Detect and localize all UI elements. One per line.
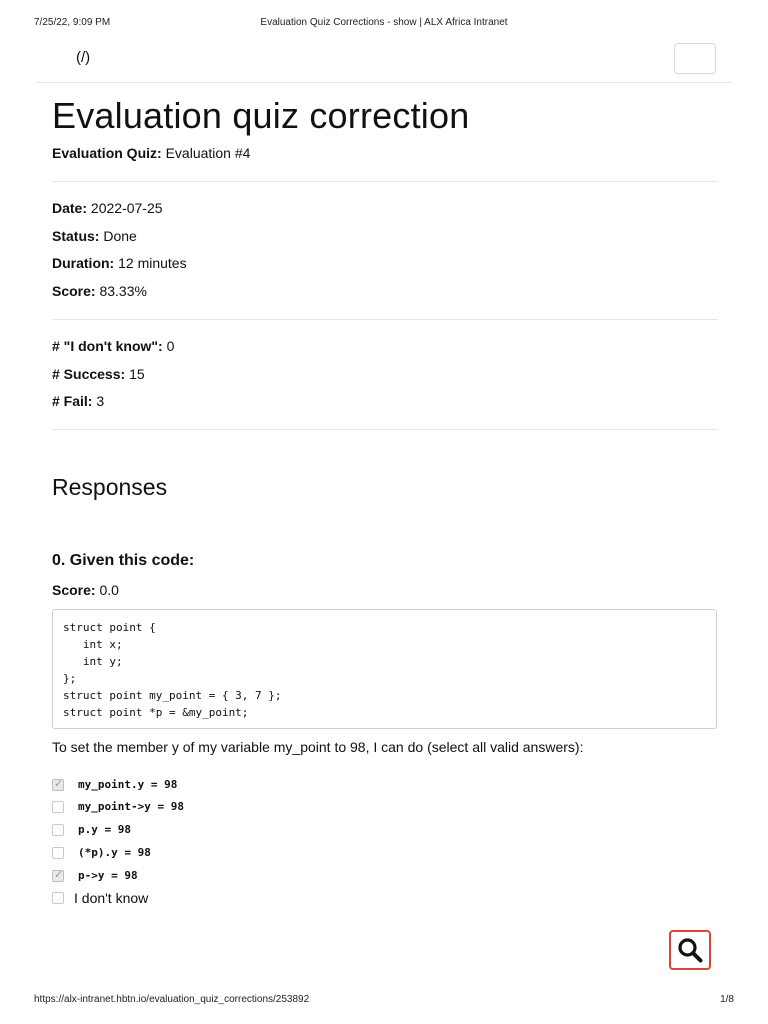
stat-success xyxy=(52,366,145,382)
stat-dont-know xyxy=(52,338,174,354)
print-page-number: 1/8 xyxy=(720,994,734,1005)
page-title: Evaluation quiz correction xyxy=(52,95,470,136)
quiz-name-label: Evaluation Quiz: xyxy=(52,145,162,161)
question-score-label: Score: xyxy=(52,582,96,598)
status-label: Status: xyxy=(52,228,100,244)
question-score xyxy=(52,582,119,598)
answer-label: my_point->y = 98 xyxy=(78,800,184,813)
success-value: 15 xyxy=(129,366,145,382)
answer-label: p.y = 98 xyxy=(78,823,131,836)
checkbox-checked[interactable] xyxy=(52,870,64,882)
question-score-value: 0.0 xyxy=(99,582,119,598)
print-footer xyxy=(0,994,768,1008)
divider xyxy=(52,181,718,182)
date-label: Date: xyxy=(52,200,88,216)
checkbox[interactable] xyxy=(52,801,64,813)
answer-label: p->y = 98 xyxy=(78,869,138,882)
print-url: https://alx-intranet.hbtn.io/evaluation_quiz_corrections/253892 xyxy=(34,994,310,1005)
duration-label: Duration: xyxy=(52,255,115,271)
quiz-name-value: Evaluation #4 xyxy=(165,145,251,161)
navbar xyxy=(36,40,732,83)
home-link[interactable]: (/) xyxy=(76,49,91,66)
date-value: 2022-07-25 xyxy=(90,200,163,216)
duration-value: 12 minutes xyxy=(118,255,187,271)
quiz-name xyxy=(52,145,250,161)
status-value: Done xyxy=(103,228,137,244)
detail-score xyxy=(52,283,147,299)
answer-label: my_point.y = 98 xyxy=(78,778,178,791)
checkbox-checked[interactable] xyxy=(52,779,64,791)
question-title: 0. Given this code: xyxy=(52,552,195,569)
stat-fail xyxy=(52,393,104,409)
checkmark-icon: ✓ xyxy=(54,778,64,790)
detail-status xyxy=(52,228,137,244)
divider xyxy=(52,429,718,430)
answer-label: (*p).y = 98 xyxy=(78,846,151,859)
divider xyxy=(52,319,718,320)
answer-label: I don't know xyxy=(74,890,149,906)
print-header xyxy=(0,17,768,31)
print-datetime: 7/25/22, 9:09 PM xyxy=(34,17,111,28)
fail-value: 3 xyxy=(96,393,105,409)
score-label: Score: xyxy=(52,283,96,299)
print-page-title: Evaluation Quiz Corrections - show | ALX Africa Intranet xyxy=(260,17,508,28)
checkbox[interactable] xyxy=(52,892,64,904)
search-icon xyxy=(677,937,703,963)
dont-know-label: # "I don't know": xyxy=(52,338,163,354)
score-value: 83.33% xyxy=(99,283,147,299)
fail-label: # Fail: xyxy=(52,393,93,409)
hamburger-menu-icon[interactable] xyxy=(674,43,716,74)
checkmark-icon: ✓ xyxy=(54,869,64,881)
code-block: struct point { int x; int y; }; struct point my_point = { 3, 7 }; struct point *p = &my_point; xyxy=(52,609,717,729)
checkbox[interactable] xyxy=(52,847,64,859)
checkbox[interactable] xyxy=(52,824,64,836)
responses-heading: Responses xyxy=(52,474,168,500)
dont-know-value: 0 xyxy=(166,338,175,354)
question-prompt: To set the member y of my variable my_point to 98, I can do (select all valid answers): xyxy=(52,739,584,755)
search-button[interactable] xyxy=(669,930,711,970)
detail-date xyxy=(52,200,163,216)
detail-duration xyxy=(52,255,187,271)
success-label: # Success: xyxy=(52,366,126,382)
